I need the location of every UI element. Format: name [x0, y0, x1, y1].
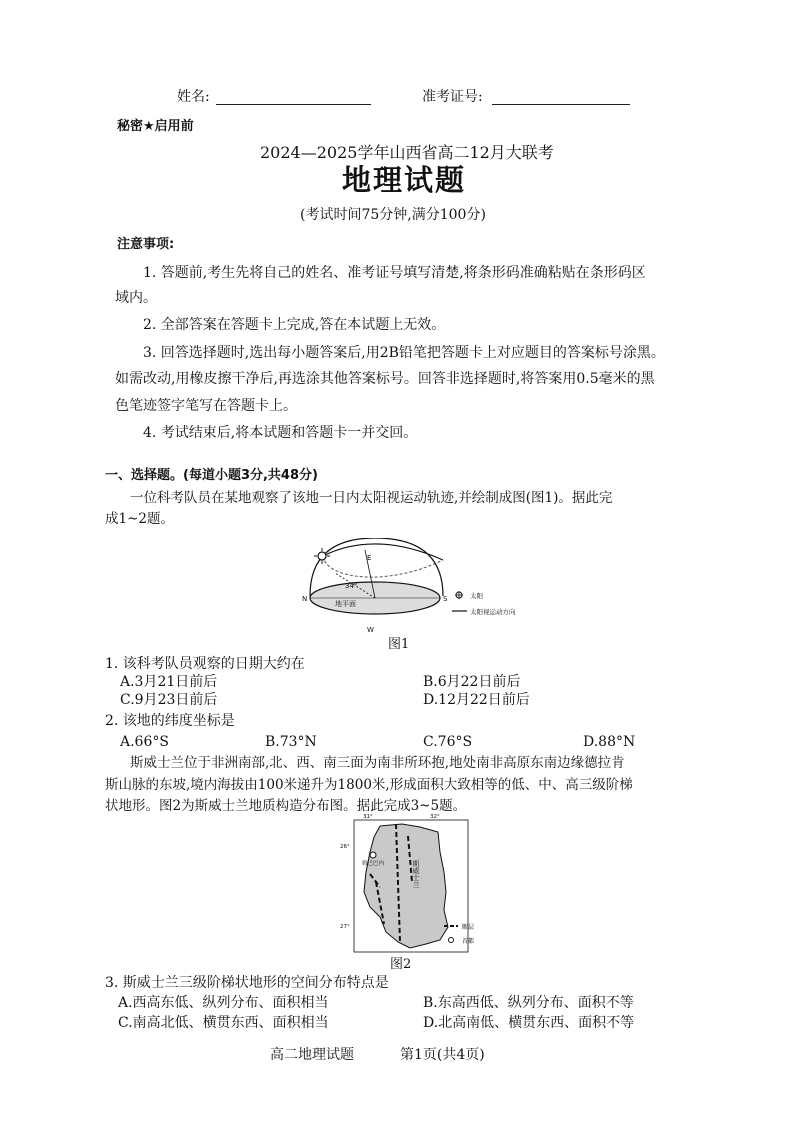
capital-label: 姆巴巴内 [362, 861, 385, 867]
notice-item: 1. 答题前,考生先将自己的姓名、准考证号填写清楚,将条形码准确粘贴在条形码区 [143, 265, 646, 281]
option-b[interactable]: B.东高西低、纵列分布、面积不等 [423, 995, 634, 1011]
question-stem: 2. 该地的纬度坐标是 [105, 713, 235, 729]
notice-item: 域内。 [115, 290, 157, 306]
question-stem: 3. 斯威士兰三级阶梯状地形的空间分布特点是 [105, 975, 389, 991]
exam-info: (考试时间75分钟,满分100分) [300, 207, 486, 223]
option-c[interactable]: C.9月23日前后 [120, 692, 218, 708]
passage-text: 斯山脉的东坡,境内海拔由100米递升为1800米,形成面积大致相等的低、中、高三级阶梯 [105, 777, 633, 793]
passage-text: 斯威士兰位于非洲南部,北、西、南三面为南非所环抱,地处南非高原东南边缘德拉肯 [130, 755, 625, 771]
exam-id-blank[interactable] [492, 90, 630, 105]
option-a[interactable]: A.西高东低、纵列分布、面积相当 [118, 995, 329, 1011]
question-stem: 1. 该科考队员观察的日期大约在 [105, 656, 305, 672]
figure2-legend [442, 920, 502, 950]
lon-31: 31° [363, 814, 373, 820]
legend-capital: 首都 [462, 938, 475, 945]
label-n: N [302, 595, 308, 603]
label-w: W [367, 626, 374, 634]
option-a[interactable]: A.3月21日前后 [120, 674, 218, 690]
sun-icon [455, 591, 463, 599]
footer-subject: 高二地理试题 [270, 1047, 354, 1063]
exam-id-label: 准考证号: [422, 89, 483, 105]
label-s: S [443, 595, 448, 603]
country-label: 斯威士兰 [412, 860, 420, 888]
option-b[interactable]: B.6月22日前后 [423, 674, 521, 690]
legend-fault: 断层 [462, 924, 475, 931]
lat-27: 27° [340, 924, 350, 930]
subject-title: 地理试题 [342, 163, 467, 197]
intro-text: 一位科考队员在某地观察了该地一日内太阳视运动轨迹,并绘制成图(图1)。据此完 [130, 490, 613, 506]
figure2-caption: 图2 [390, 957, 412, 972]
label-angle: 34° [345, 582, 358, 590]
lat-26: 26° [340, 844, 350, 850]
legend-path: 太阳视运动方向 [470, 608, 516, 616]
figure1-diagram [295, 538, 555, 638]
option-c[interactable]: C.76°S [423, 734, 473, 750]
figure1-caption: 图1 [388, 637, 410, 652]
name-label: 姓名: [177, 89, 210, 105]
legend-sun: 太阳 [470, 592, 483, 600]
notice-item: 3. 回答选择题时,选出每小题答案后,用2B铅笔把答题卡上对应题目的答案标号涂黑。 [143, 345, 665, 361]
option-d[interactable]: D.12月22日前后 [423, 692, 530, 708]
label-ground: 地平面 [335, 600, 356, 608]
option-b[interactable]: B.73°N [265, 734, 317, 750]
intro-text: 成1~2题。 [105, 511, 174, 527]
label-e: E [367, 554, 372, 562]
section-title: 一、选择题。(每道小题3分,共48分) [105, 468, 318, 483]
footer-page: 第1页(共4页) [400, 1047, 485, 1063]
option-a[interactable]: A.66°S [120, 734, 169, 750]
notice-item: 4. 考试结束后,将本试题和答题卡一并交回。 [143, 425, 418, 441]
option-d[interactable]: D.北高南低、横贯东西、面积不等 [423, 1015, 635, 1031]
capital-icon [449, 938, 454, 943]
passage-text: 状地形。图2为斯威士兰地质构造分布图。据此完成3~5题。 [105, 798, 467, 814]
option-d[interactable]: D.88°N [583, 734, 636, 750]
option-c[interactable]: C.南高北低、横贯东西、面积相当 [118, 1015, 329, 1031]
notice-item: 如需改动,用橡皮擦干净后,再选涂其他答案标号。回答非选择题时,将答案用0.5毫米的黑 [115, 371, 655, 387]
exam-title: 2024—2025学年山西省高二12月大联考 [260, 143, 554, 162]
notice-item: 2. 全部答案在答题卡上完成,答在本试题上无效。 [143, 317, 446, 333]
notice-title: 注意事项: [117, 237, 175, 252]
notice-item: 色笔迹签字笔写在答题卡上。 [115, 398, 297, 414]
name-blank[interactable] [216, 90, 371, 105]
lon-32: 32° [430, 814, 440, 820]
confidential-mark: 秘密★启用前 [117, 119, 194, 134]
